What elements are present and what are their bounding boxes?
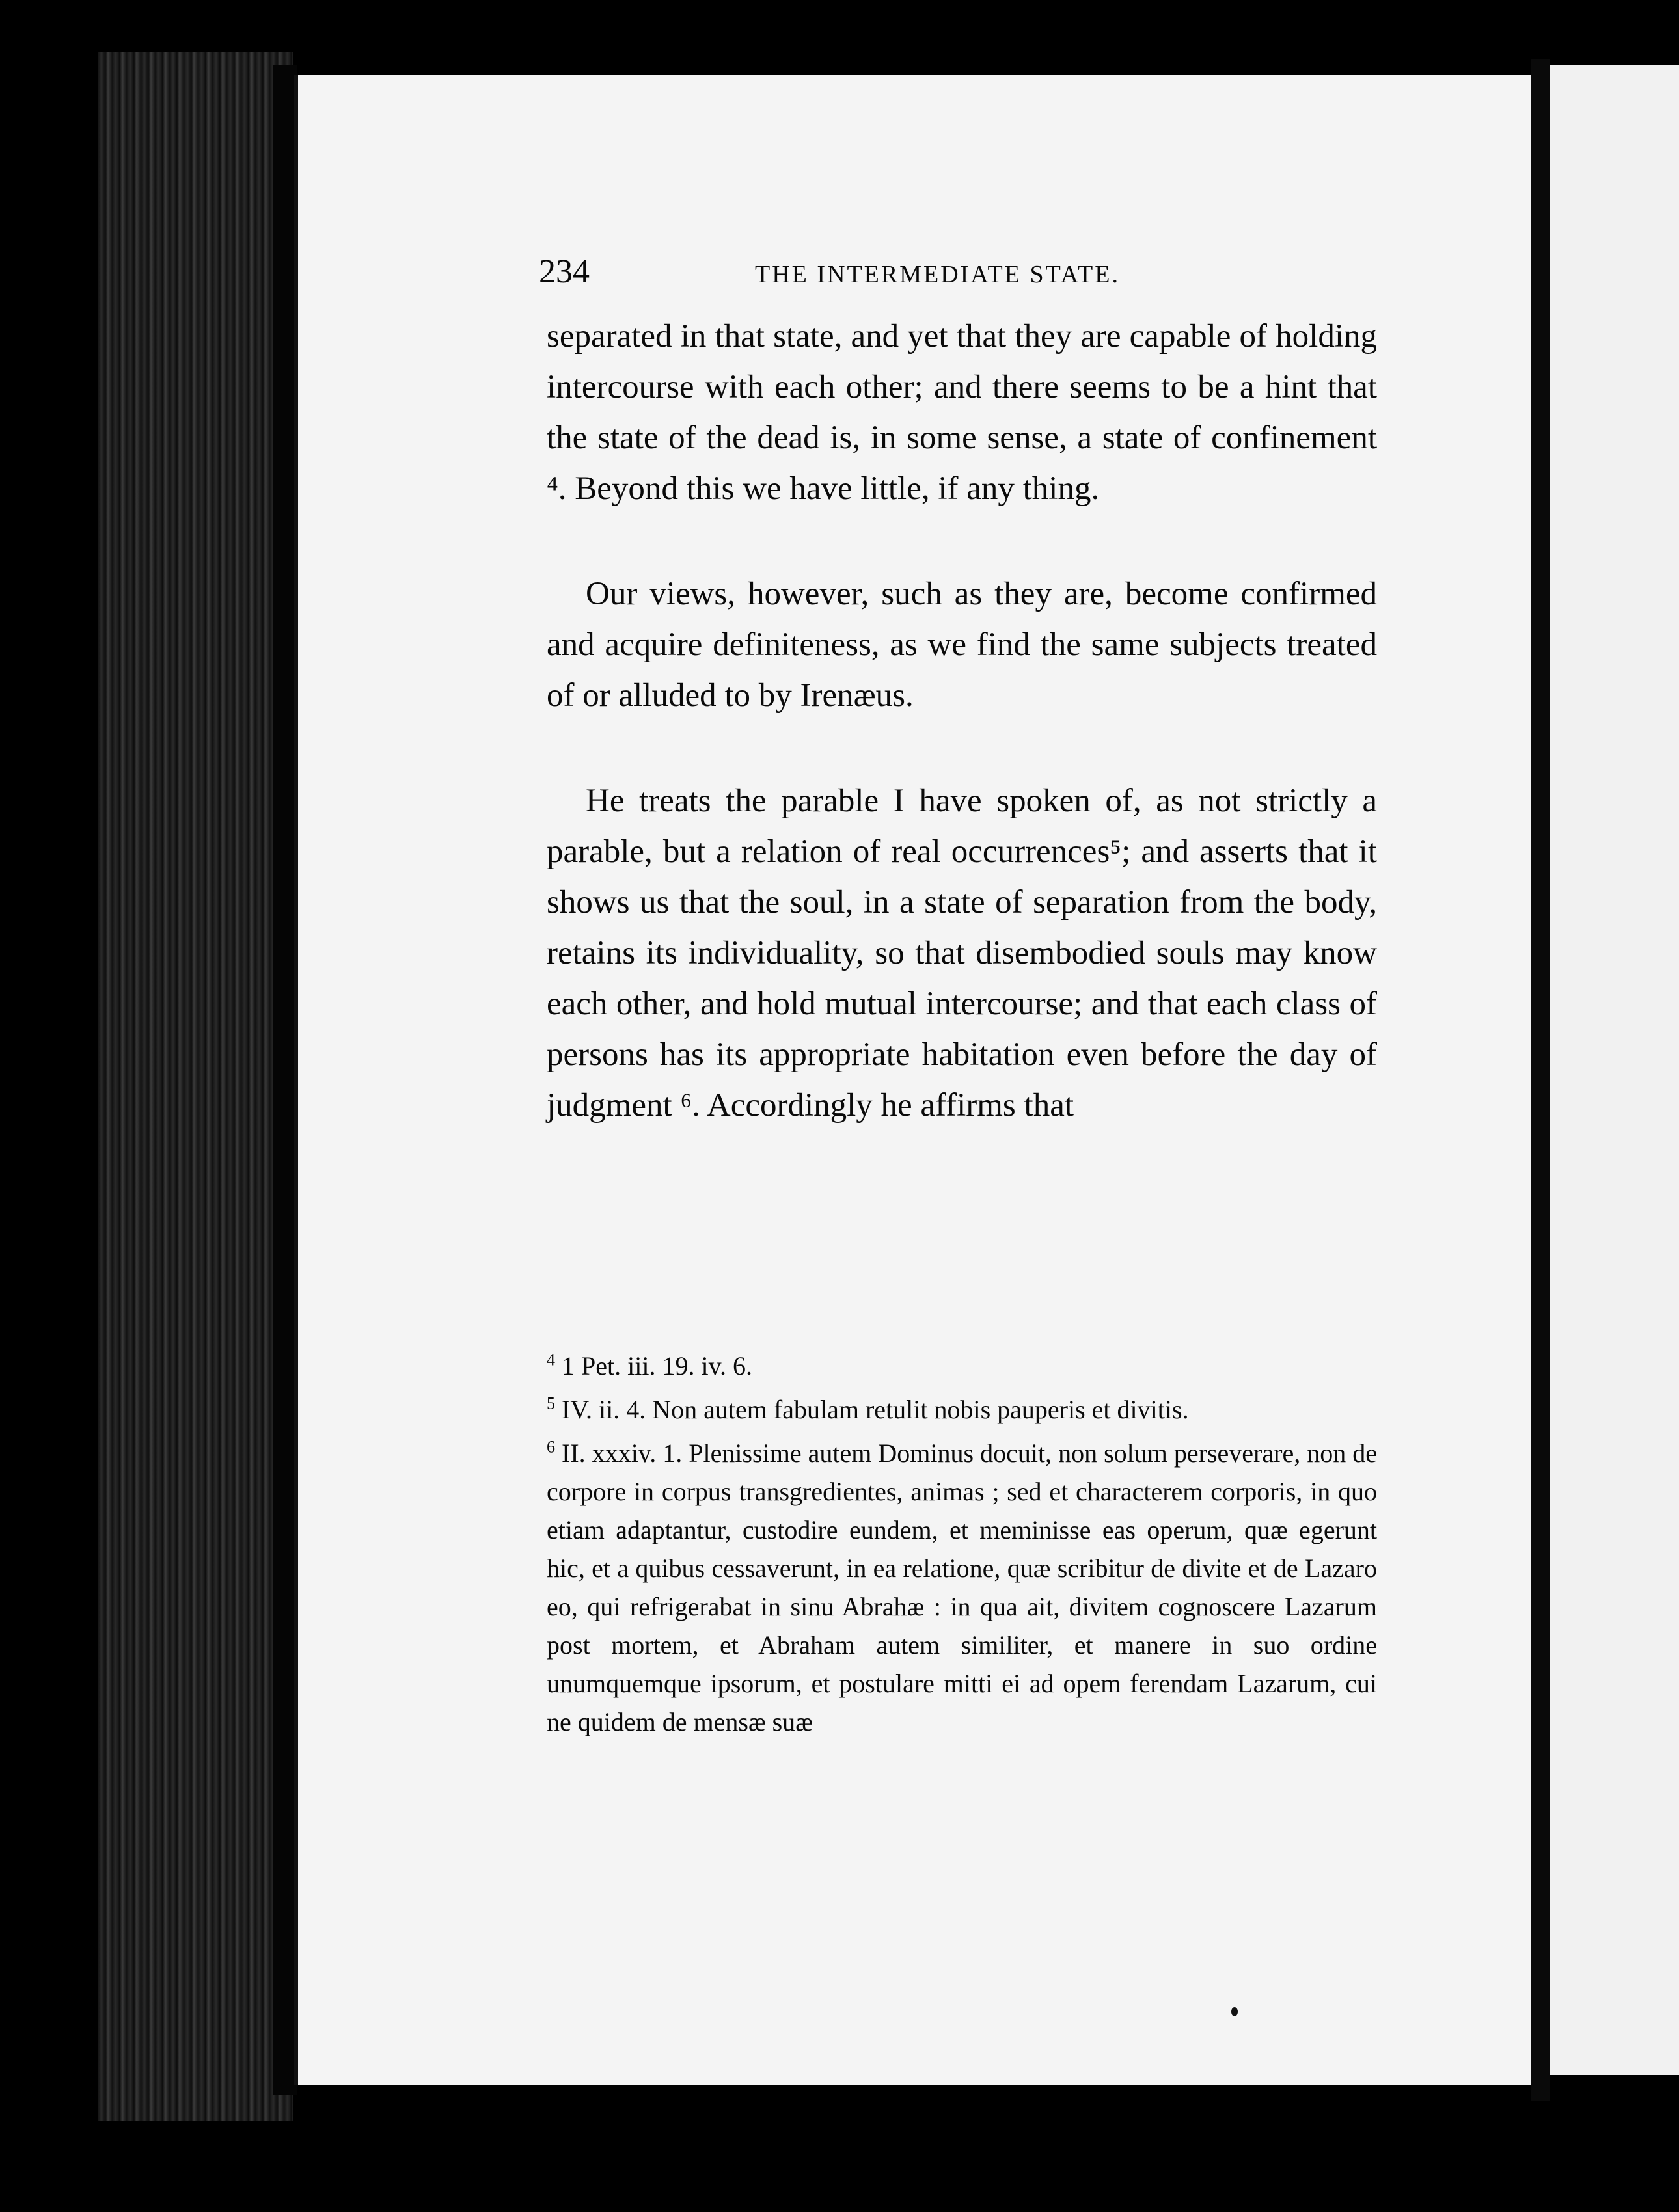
paragraph-3: He treats the parable I have spoken of, as not strictly a parable, but a relation of real occurrences⁵; and asserts that it shows us that the soul, in a state of separation from the body, retains its individuality, so that disembodied souls may know each other, and hold mutual intercourse; and that each class of persons has its appropriate habitation even before the day of judgment ⁶. Accordingly he affirms that bbox=[547, 783, 1377, 1124]
page-content bbox=[539, 252, 1377, 1131]
footnote-marker: 4 bbox=[547, 1350, 555, 1369]
page-edge-shadow bbox=[273, 65, 297, 2095]
footnote-text: 1 Pet. iii. 19. iv. 6. bbox=[562, 1351, 752, 1381]
facing-page-edge bbox=[1550, 65, 1679, 2075]
footnote-marker: 5 bbox=[547, 1394, 555, 1413]
right-gutter-shadow bbox=[1531, 59, 1550, 2101]
page-number: 234 bbox=[539, 253, 590, 290]
running-head bbox=[539, 252, 1377, 311]
ink-speck bbox=[1231, 2007, 1238, 2016]
footnote-text: II. xxxiv. 1. Plenissime autem Dominus docuit, non solum perseverare, non de corpore in corpus transgredientes, animas ; sed et characterem corporis, in quo etiam adaptantur, custodire eundem, et meminisse eas operum, quæ egerunt hic, et a quibus cessaverunt, in ea relatione, quæ scribitur de divite et de Lazaro eo, qui refrigerabat in sinu Abrahæ : in qua ait, divitem cognoscere Lazarum post mortem, et Abraham autem similiter, et manere in suo ordine unumquemque ipsorum, et postulare mitti ei ad opem ferendam Lazarum, cui ne quidem de mensæ suæ bbox=[547, 1438, 1378, 1736]
paragraph-2: Our views, however, such as they are, become confirmed and acquire definiteness, as we find the same subjects treated of or alluded to by Irenæus. bbox=[547, 576, 1377, 714]
footnote-marker: 6 bbox=[547, 1437, 555, 1457]
footnote-5 bbox=[547, 1390, 1377, 1429]
footnote-6 bbox=[547, 1434, 1377, 1741]
book-binding bbox=[98, 52, 293, 2121]
footnote-text: IV. ii. 4. Non autem fabulam retulit nobis pauperis et divitis. bbox=[562, 1395, 1189, 1424]
paragraph-1: separated in that state, and yet that they are capable of holding intercourse with each other; and there seems to be a hint that the state of the dead is, in some sense, a state of confinement ⁴. Beyond this we have little, if any thing. bbox=[547, 318, 1377, 507]
footnote-4 bbox=[547, 1347, 1377, 1385]
running-title: THE INTERMEDIATE STATE. bbox=[755, 261, 1120, 288]
footnotes bbox=[547, 1347, 1377, 1741]
